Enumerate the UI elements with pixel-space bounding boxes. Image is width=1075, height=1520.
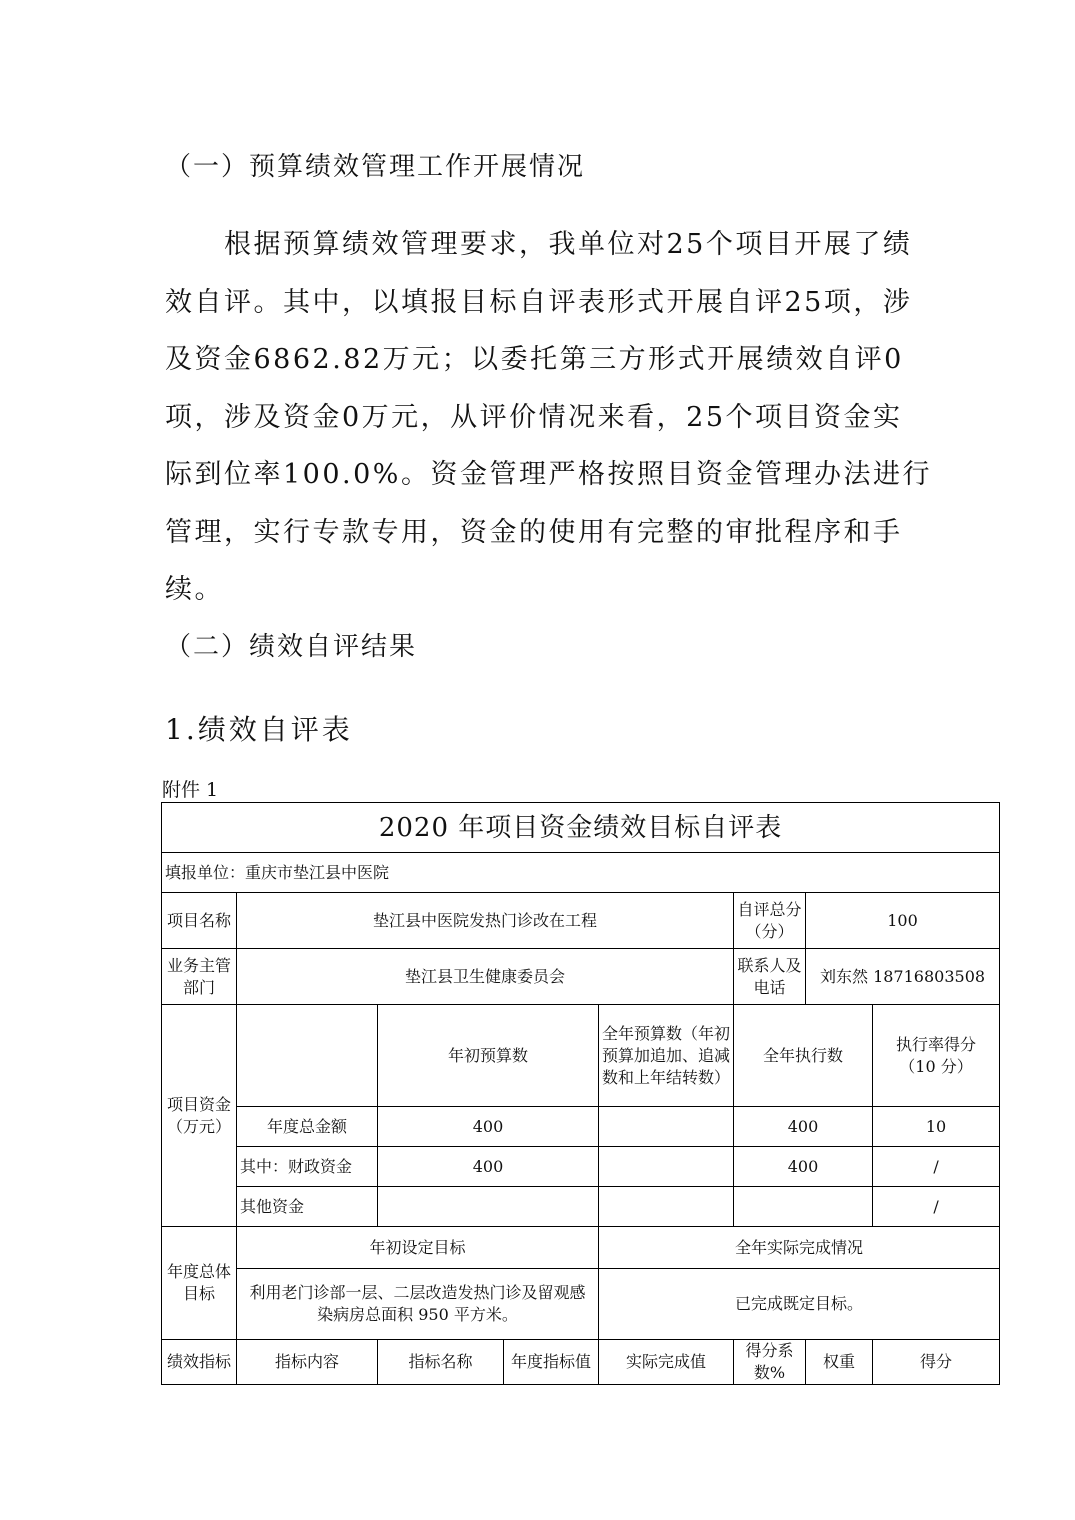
funds-row-executed: 400 — [734, 1147, 873, 1187]
paragraph-line: 续。 — [165, 574, 224, 605]
paragraph-line: 根据预算绩效管理要求，我单位对25个项目开展了绩 — [165, 229, 913, 260]
contact-value: 刘东然 18716803508 — [806, 949, 1000, 1005]
funds-row-initial — [378, 1187, 599, 1227]
indicator-header-name: 指标名称 — [378, 1340, 504, 1385]
funds-header-initial: 年初预算数 — [378, 1005, 599, 1107]
funds-row-label: 其他资金 — [237, 1187, 378, 1227]
score-total-label: 自评总分（分） — [734, 893, 806, 949]
contact-label: 联系人及电话 — [734, 949, 806, 1005]
funds-row-label: 其中：财政资金 — [237, 1147, 378, 1187]
table-title: 2020 年项目资金绩效目标自评表 — [162, 803, 1000, 853]
funds-header-rate-score: 执行率得分（10 分） — [873, 1005, 1000, 1107]
funds-row-annual — [599, 1187, 734, 1227]
attachment-label: 附件 1 — [162, 779, 219, 801]
funds-row-executed: 400 — [734, 1107, 873, 1147]
funds-row-score: 10 — [873, 1107, 1000, 1147]
paragraph-line: 际到位率100.0%。资金管理严格按照目资金管理办法进行 — [165, 459, 932, 490]
funds-header-annual: 全年预算数（年初预算加追加、追减数和上年结转数） — [599, 1005, 734, 1107]
paragraph-line: 管理，实行专款专用，资金的使用有完整的审批程序和手 — [165, 516, 903, 548]
project-name-label: 项目名称 — [162, 893, 237, 949]
indicator-header-score: 得分 — [873, 1340, 1000, 1385]
indicator-header-actual-value: 实际完成值 — [599, 1340, 734, 1385]
funds-row-annual — [599, 1107, 734, 1147]
funds-header-executed: 全年执行数 — [734, 1005, 873, 1107]
goal-label: 年度总体目标 — [162, 1227, 237, 1340]
section-heading-budget-management: （一）预算绩效管理工作开展情况 — [165, 152, 586, 182]
funds-row-initial: 400 — [378, 1147, 599, 1187]
goal-set-header: 年初设定目标 — [237, 1227, 599, 1269]
fill-unit: 填报单位：重庆市垫江县中医院 — [162, 853, 1000, 893]
funds-header-blank — [237, 1005, 378, 1107]
subsection-heading-evaluation-table: 1.绩效自评表 — [165, 713, 353, 746]
paragraph-line: 效自评。其中，以填报目标自评表形式开展自评25项，涉 — [165, 286, 913, 318]
body-paragraph — [165, 216, 932, 619]
score-total-value: 100 — [806, 893, 1000, 949]
indicator-header-coefficient: 得分系数% — [734, 1340, 806, 1385]
funds-row-initial: 400 — [378, 1107, 599, 1147]
funds-label: 项目资金（万元） — [162, 1005, 237, 1227]
goal-set-text: 利用老门诊部一层、二层改造发热门诊及留观感染病房总面积 950 平方米。 — [237, 1269, 599, 1340]
dept-label: 业务主管部门 — [162, 949, 237, 1005]
indicator-label: 绩效指标 — [162, 1340, 237, 1385]
project-name-value: 垫江县中医院发热门诊改在工程 — [237, 893, 734, 949]
goal-actual-text: 已完成既定目标。 — [599, 1269, 1000, 1340]
funds-row-executed — [734, 1187, 873, 1227]
indicator-header-content: 指标内容 — [237, 1340, 378, 1385]
indicator-header-annual-value: 年度指标值 — [504, 1340, 599, 1385]
funds-row-annual — [599, 1147, 734, 1187]
paragraph-line: 项，涉及资金0万元，从评价情况来看，25个项目资金实 — [165, 401, 903, 433]
funds-row-score: / — [873, 1147, 1000, 1187]
indicator-header-weight: 权重 — [806, 1340, 873, 1385]
section-heading-self-evaluation: （二）绩效自评结果 — [165, 632, 418, 662]
paragraph-line: 及资金6862.82万元；以委托第三方形式开展绩效自评0 — [165, 344, 904, 375]
goal-actual-header: 全年实际完成情况 — [599, 1227, 1000, 1269]
dept-value: 垫江县卫生健康委员会 — [237, 949, 734, 1005]
funds-row-label: 年度总金额 — [237, 1107, 378, 1147]
evaluation-table — [161, 802, 1000, 1385]
funds-row-score: / — [873, 1187, 1000, 1227]
